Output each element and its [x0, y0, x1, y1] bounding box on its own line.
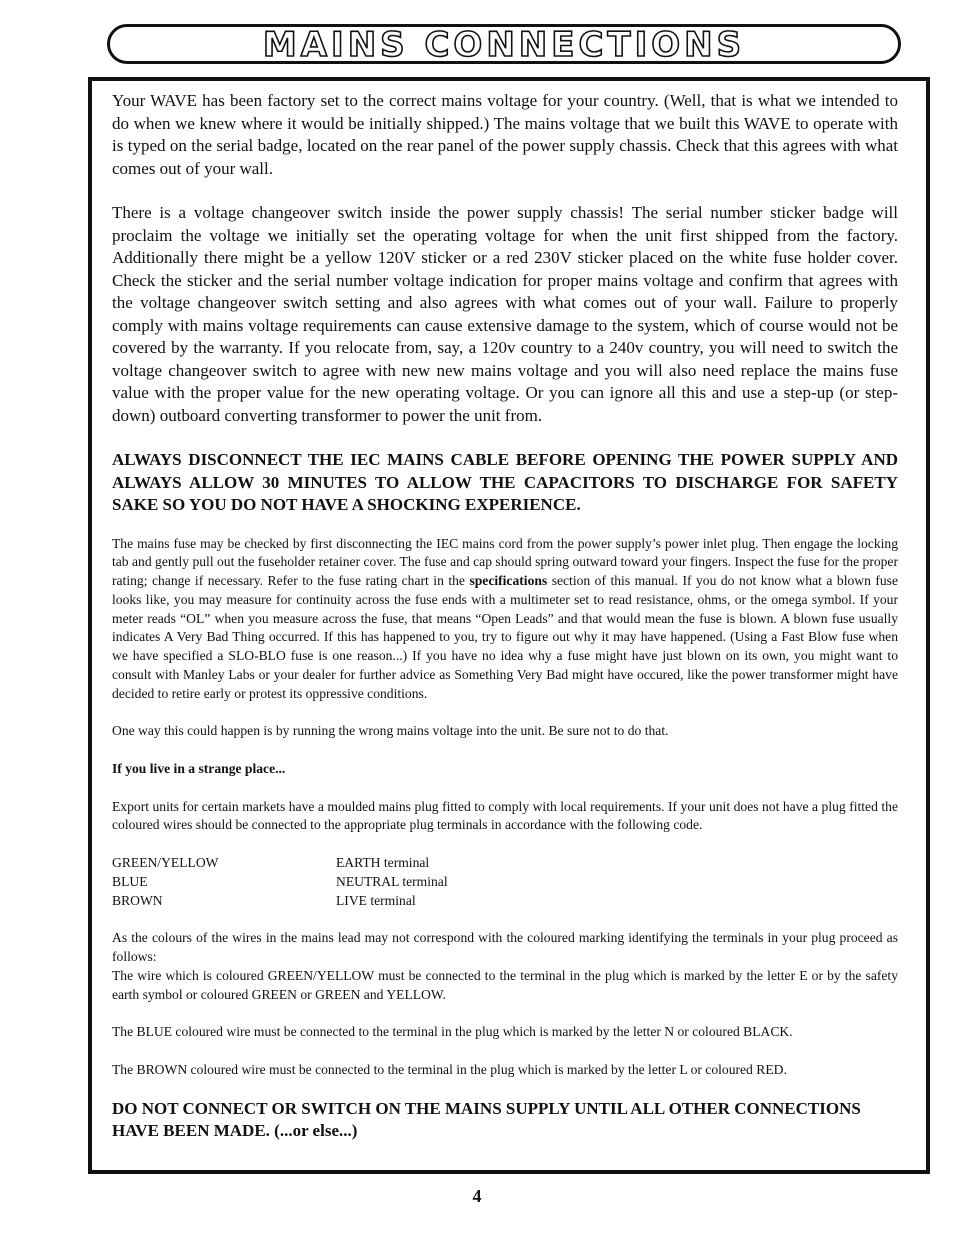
export-units-paragraph: Export units for certain markets have a moulded mains plug fitted to comply with local requirements. If your unit does not have a plug fitted the coloured wires should be connected to the appropriate plug terminals in accordance with the following code. — [112, 798, 898, 833]
final-warning: DO NOT CONNECT OR SWITCH ON THE MAINS SUPPLY UNTIL ALL OTHER CONNECTIONS HAVE BEEN MADE. (...or else...) — [112, 1098, 861, 1141]
brown-wire-instruction: The BROWN coloured wire must be connected to the terminal in the plug which is marked by the letter L or coloured RED. — [112, 1061, 787, 1077]
voltage-switch-paragraph: There is a voltage changeover switch inside the power supply chassis! The serial number sticker badge will proclaim the voltage we initially set the operating voltage for when the unit first shipped from the factory. Additionally there might be a yellow 120V sticker or a red 230V sticker placed on the white fuse holder cover. Check the sticker and the serial number voltage indication for proper mains voltage and confirm that agrees with the voltage changeover switch setting and also agrees with what comes out of your wall. Failure to properly comply with mains voltage requirements can cause extensive damage to the system, which of course would not be covered by the warranty. If you relocate from, say, a 120v country to a 240v country, you will need to switch the voltage changeover switch to agree with new new mains voltage and you will also need replace the mains fuse value with the proper value for the new operating voltage. Or you can ignore all this and use a step-up (or step-down) outboard converting transformer to power the unit from. — [112, 203, 898, 425]
wire-colour: BROWN — [112, 892, 163, 908]
table-row — [112, 873, 448, 892]
wrong-voltage-paragraph: One way this could happen is by running the wrong mains voltage into the unit. Be sure not to do that. — [112, 723, 669, 739]
blue-wire-instruction: The BLUE coloured wire must be connected to the terminal in the plug which is marked by the letter N or coloured BLACK. — [112, 1024, 793, 1040]
page-title-banner — [107, 24, 901, 64]
green-yellow-instruction: The wire which is coloured GREEN/YELLOW must be connected to the terminal in the plug which is marked by the letter E or by the safety earth symbol or coloured GREEN or GREEN and YELLOW. — [112, 967, 898, 1002]
wire-colour-note: As the colours of the wires in the mains lead may not correspond with the coloured marking identifying the terminals in your plug proceed as follows: — [112, 930, 898, 965]
intro-paragraph: Your WAVE has been factory set to the correct mains voltage for your country. (Well, that is what we intended to do when we knew where it would be initially shipped.) The mains voltage that we built this WAVE to operate with is typed on the serial badge, located on the rear panel of the power supply chassis. Check that this agrees with what comes out of your wall. — [112, 91, 898, 178]
terminal-name: LIVE terminal — [336, 892, 416, 908]
fuse-check-paragraph — [112, 535, 898, 704]
table-row — [112, 854, 448, 873]
page-title: MAINS CONNECTIONS — [262, 25, 746, 65]
strange-place-heading: If you live in a strange place... — [112, 761, 286, 777]
table-row — [112, 892, 448, 911]
wire-code-table — [112, 854, 448, 910]
wire-colour: GREEN/YELLOW — [112, 855, 219, 871]
terminal-name: EARTH terminal — [336, 855, 430, 871]
page-number: 4 — [472, 1186, 482, 1206]
disconnect-warning: ALWAYS DISCONNECT THE IEC MAINS CABLE BEFORE OPENING THE POWER SUPPLY AND ALWAYS ALLOW 30 MINUTES TO ALLOW THE CAPACITORS TO DISCHARGE FOR SAFETY SAKE SO YOU DO NOT HAVE A SHOCKING EXPERIENCE. — [112, 450, 898, 514]
wire-colour: BLUE — [112, 873, 148, 889]
terminal-name: NEUTRAL terminal — [336, 873, 448, 889]
fuse-text-start: The mains fuse may be checked by first disconnecting the IEC mains cord from the power supply’s power inlet plug. Then engage the locking tab and gently pull out the fuseholder retainer cover. The fuse and cap should spring outward toward your fingers. Inspect the fuse for the proper rating; change if necessary. Refer to the fuse rating chart in the — [112, 535, 898, 589]
content-body — [112, 90, 898, 1143]
fuse-text-end: section of this manual. If you do not know what a blown fuse looks like, you may measure for continuity across the fuse ends with a multimeter set to read resistance, ohms, or the omega symbol. If your meter reads “OL” when you measure across the fuse, that means “Open Leads” and that would mean the fuse is blown. A blown fuse usually indicates A Very Bad Thing occurred. If this has happened to you, try to figure out why it may have happened. (Using a Fast Blow fuse when we have specified a SLO-BLO fuse is one reason...) If you have no idea why a fuse might have just blown on its own, you might want to consult with Manley Labs or your dealer for further advice as Something Very Bad might have occured, like the power transformer might have decided to retire early or protest its oppressive conditions. — [112, 573, 899, 701]
specifications-reference: specifications — [469, 573, 548, 589]
